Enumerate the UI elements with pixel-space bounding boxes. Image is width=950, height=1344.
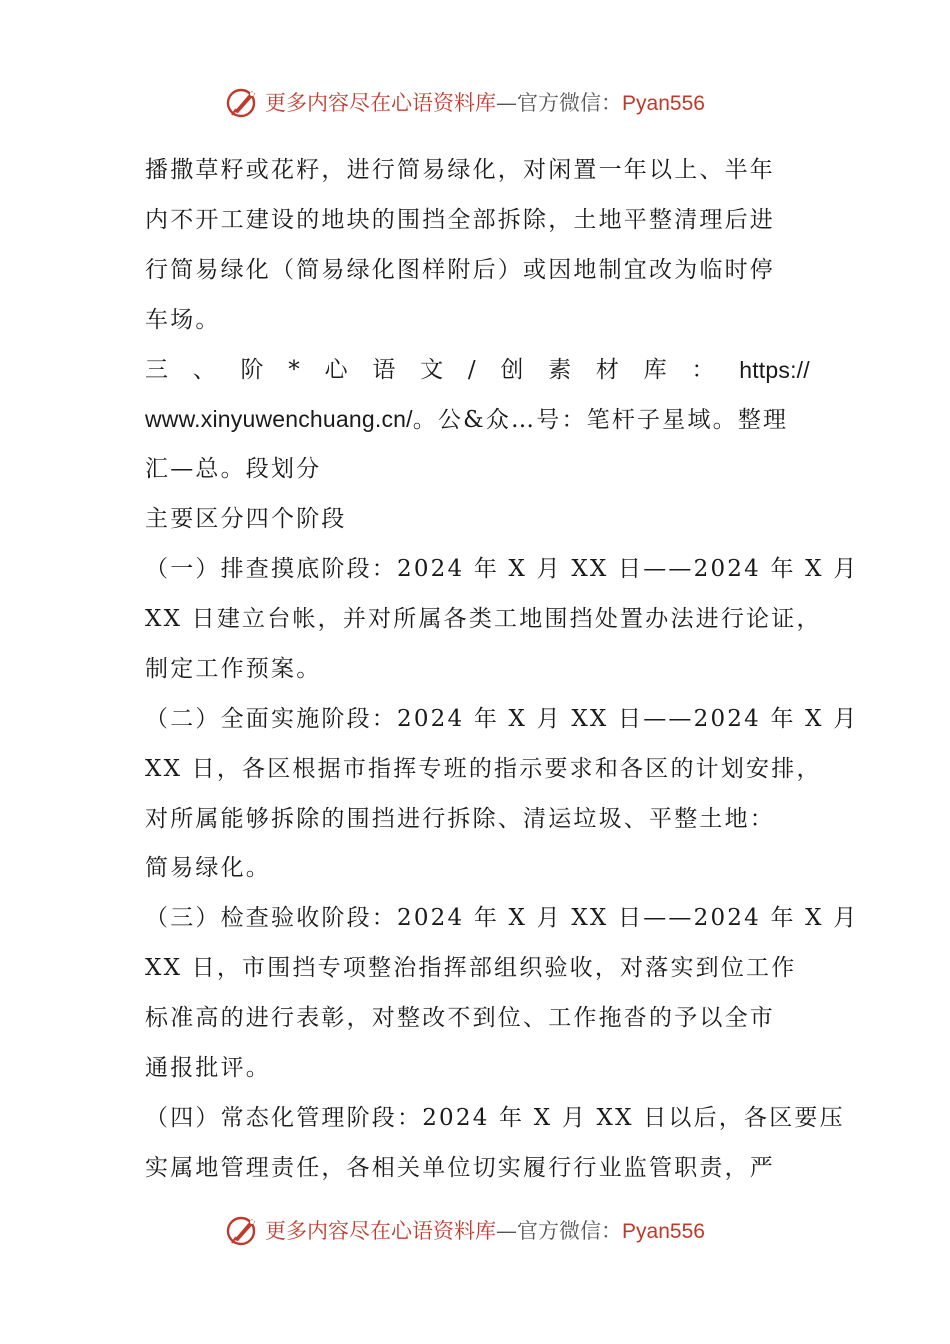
p1-line-2: 内不开工建设的地块的围挡全部拆除，土地平整清理后进 — [145, 206, 775, 233]
stage4-line-2: 实属地管理责任，各相关单位切实履行行业监管职责，严 — [145, 1154, 775, 1181]
heading-3-line-2 — [145, 395, 810, 445]
stage2-line-4: 简易绿化。 — [145, 855, 271, 882]
p1-line-3: 行简易绿化（简易绿化图样附后）或因地制宜改为临时停 — [145, 256, 775, 283]
header-banner-dash: — — [496, 91, 518, 115]
stage2-line-2: XX 日，各区根据市指挥专班的指示要求和各区的计划安排， — [145, 755, 822, 782]
footer-banner-wechat-id: Pyan556 — [622, 1220, 705, 1243]
section-heading-3 — [145, 346, 810, 396]
header-banner-title: 更多内容尽在心语资料库 — [265, 91, 497, 115]
stage2-line-3: 对所属能够拆除的围挡进行拆除、清运垃圾、平整土地： — [145, 805, 775, 832]
url-link-part-2[interactable]: www.xinyuwenchuang.cn/ — [145, 406, 413, 433]
footer-banner-text — [265, 1215, 705, 1245]
footer-banner-wechat-label: 官方微信： — [517, 1219, 623, 1243]
header-banner-wechat-label: 官方微信： — [517, 91, 623, 115]
heading-char: 、 — [192, 356, 216, 383]
heading-char: 材 — [595, 356, 619, 383]
p1-line-1: 播撒草籽或花籽，进行简易绿化，对闲置一年以上、半年 — [145, 157, 775, 183]
heading-char: / — [467, 356, 476, 383]
intro-line: 主要区分四个阶段 — [145, 506, 347, 533]
header-banner-text — [265, 87, 705, 117]
p1-line-4: 车场。 — [145, 306, 221, 333]
quill-logo-icon — [225, 85, 259, 119]
header-banner — [0, 82, 950, 122]
heading-char: 素 — [548, 356, 572, 383]
heading-char: 文 — [420, 356, 444, 383]
heading-char: ： — [691, 356, 715, 383]
stage2-line-1: （二）全面实施阶段：2024 年 X 月 XX 日——2024 年 X 月 — [145, 705, 859, 732]
header-banner-wechat-id: Pyan556 — [622, 92, 705, 115]
stage3-line-4: 通报批评。 — [145, 1055, 271, 1082]
heading-char: 阶 — [240, 356, 264, 383]
footer-banner — [0, 1210, 950, 1250]
url-link-part-1[interactable]: https:// — [739, 356, 810, 383]
stage1-line-3: 制定工作预案。 — [145, 655, 322, 682]
stage4-line-1: （四）常态化管理阶段：2024 年 X 月 XX 日以后，各区要压 — [145, 1104, 845, 1131]
stage1-line-2: XX 日建立台帐，并对所属各类工地围挡处置办法进行论证， — [145, 606, 822, 633]
heading-char: 库 — [643, 356, 667, 383]
stage3-line-1: （三）检查验收阶段：2024 年 X 月 XX 日——2024 年 X 月 — [145, 905, 859, 932]
heading-char: 三 — [145, 356, 168, 383]
heading-char: * — [288, 356, 300, 383]
heading-char: 语 — [372, 356, 396, 383]
quill-logo-icon — [225, 1213, 259, 1247]
heading-3-rest: 。公&众…号：笔杆子星域。整理 — [412, 407, 789, 434]
footer-banner-title: 更多内容尽在心语资料库 — [265, 1219, 497, 1243]
stage3-line-3: 标准高的进行表彰，对整改不到位、工作拖沓的予以全市 — [145, 1005, 775, 1032]
footer-banner-dash: — — [496, 1219, 518, 1243]
document-body — [145, 146, 859, 1194]
heading-char: 心 — [324, 356, 348, 383]
heading-3-line-3: 汇—总。段划分 — [145, 456, 322, 483]
heading-char: 创 — [500, 356, 524, 383]
stage1-line-1: （一）排查摸底阶段：2024 年 X 月 XX 日——2024 年 X 月 — [145, 556, 859, 583]
stage3-line-2: XX 日，市围挡专项整治指挥部组织验收，对落实到位工作 — [145, 955, 797, 982]
